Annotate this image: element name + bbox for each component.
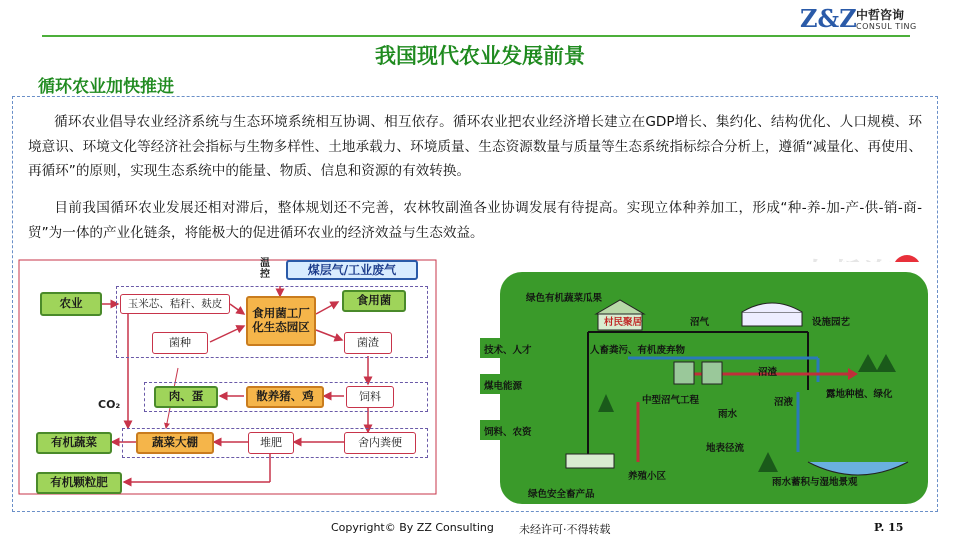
temp-control-label: 温 控	[260, 258, 270, 280]
label-liquid: 沼液	[774, 397, 794, 408]
co2-label: CO₂	[98, 398, 121, 411]
node-greenhouse: 蔬菜大棚	[136, 432, 214, 454]
page-title: 我国现代农业发展前景	[375, 44, 585, 68]
node-organic-vegetables: 有机蔬菜	[36, 432, 112, 454]
node-compost: 堆肥	[248, 432, 294, 454]
label-village: 村民聚居	[604, 317, 643, 328]
coal-gas-box: 煤层气/工业废气	[286, 260, 418, 280]
node-feed: 饲料	[346, 386, 394, 408]
node-agriculture: 农业	[40, 292, 102, 316]
logo-company-english: CONSUL TING	[856, 22, 917, 31]
label-project: 中型沼气工程	[642, 395, 700, 406]
node-spawn: 菌种	[152, 332, 208, 354]
paragraph-2-text: 目前我国循环农业发展还相对滞后，整体规划还不完善，农林牧副渔各业协调发展有待提高。实现立体种养加工，形成“种-养-加-产-供-销-商-贸”为一体的产业化链条，将能极大的促进循环农业的经济效益与生态效益。	[28, 200, 922, 241]
footer-notice: 未经许可·不得转载	[519, 523, 611, 536]
paragraph-1	[28, 110, 922, 184]
label-tech: 技术、人才	[484, 345, 532, 356]
label-coal: 煤电能源	[484, 381, 523, 392]
label-biogas: 沼气	[690, 317, 710, 328]
footer-copyright: Copyright© By ZZ Consulting	[331, 521, 494, 534]
node-factory-park: 食用菌工厂化生态园区	[246, 296, 316, 346]
header-divider	[42, 35, 910, 37]
eco-cycle-illustration	[478, 262, 932, 510]
label-farm: 养殖小区	[628, 471, 667, 482]
label-waste: 人畜粪污、有机废弃物	[590, 345, 686, 356]
paragraph-2	[28, 196, 922, 245]
logo-company-name: 中哲咨询	[856, 8, 905, 22]
node-residue: 菌渣	[344, 332, 392, 354]
node-edible-fungi: 食用菌	[342, 290, 406, 312]
label-slurry: 沼渣	[758, 367, 778, 378]
section-subtitle: 循环农业加快推进	[38, 77, 174, 97]
label-facility: 设施园艺	[812, 317, 851, 328]
node-manure: 舍内粪便	[344, 432, 416, 454]
node-byproducts: 玉米芯、秸秆、麸皮	[120, 294, 230, 314]
circular-agriculture-diagram	[18, 256, 438, 496]
node-free-range: 散养猪、鸡	[246, 386, 324, 408]
node-organic-fertilizer: 有机颗粒肥	[36, 472, 122, 494]
paragraph-1-text: 循环农业倡导农业经济系统与生态环境系统相互协调、相互依存。循环农业把农业经济增长建立在GDP增长、集约化、结构优化、人口规模、环境意识、环境文化等经济社会指标与生物多样性、土地承载力、环境质量、生态资源数量与质量等生态系统指标综合分析上，遵循“减量化、再使用、再循环”的原则，实现生态系统中的能量、物质、信息和资源的有效转换。	[28, 114, 922, 179]
label-pond: 雨水蓄积与湿地景观	[772, 477, 858, 488]
label-top: 绿色有机蔬菜瓜果	[526, 293, 603, 304]
logo-mark: Z&Z	[800, 4, 857, 33]
label-forest: 露地种植、绿化	[826, 389, 893, 400]
label-feed-materials: 饲料、农资	[484, 427, 532, 438]
node-meat-egg: 肉、蛋	[154, 386, 218, 408]
label-rain: 雨水	[718, 409, 738, 420]
label-runoff: 地表径流	[706, 443, 745, 454]
label-bottom: 绿色安全畜产品	[528, 489, 595, 500]
page-number: P. 15	[874, 521, 904, 534]
